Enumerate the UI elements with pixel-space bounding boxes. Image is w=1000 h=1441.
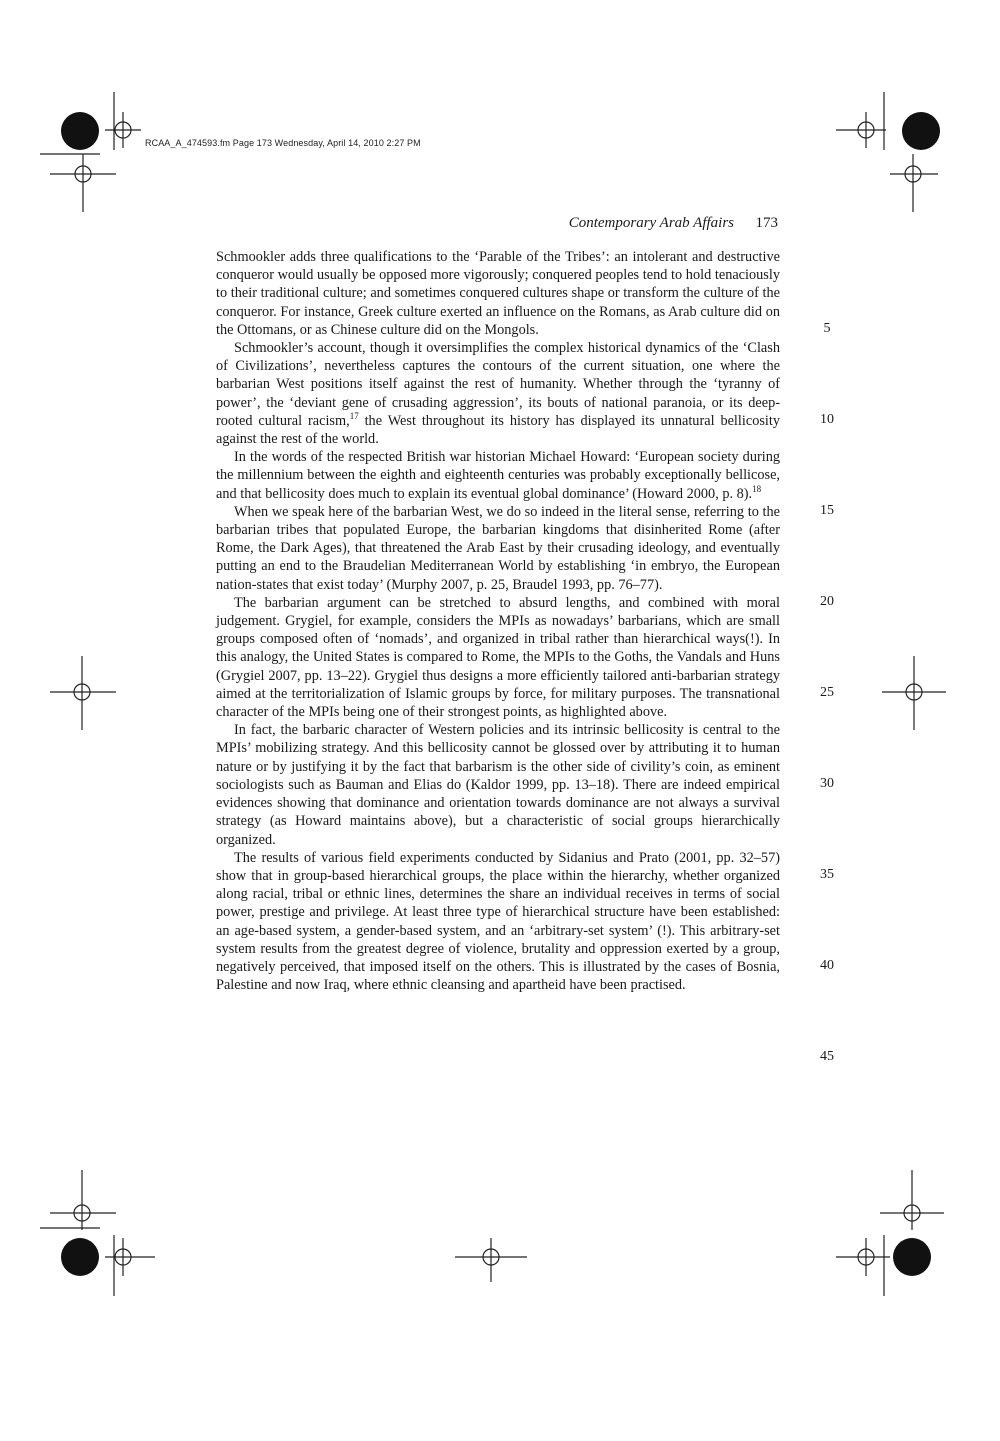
paragraph-text: When we speak here of the barbarian West, we do so indeed in the literal sense, referring to the barbarian tribes that populated Europe, the barbarian kingdoms that disinherited Rome (after Rome, the Dark Ages), that threatened the Arab East by their crusading ideology, and eventually putting an end to the Braudelian Mediterranean World by establishing ‘in embryo, the European nation-states that exist today’ (Murphy 2007, p. 25, Braudel 1993, pp. 76–77). (216, 503, 780, 593)
paragraph (216, 721, 780, 848)
page-number: 173 (755, 215, 778, 231)
running-head (440, 215, 778, 235)
paragraph-text: The results of various field experiments conducted by Sidanius and Prato (2001, pp. 32–57) show that in group-based hierarchical groups, the place within the hierarchy, whether organized along racial, tribal or ethnic lines, determines the share an individual receives in terms of social power, prestige and privilege. At least three type of hierarchical structure have been established: an age-based system, a gender-based system, and an ‘arbitrary-set system’ (!). This arbitrary-set system results from the greatest degree of violence, brutality and oppression exerted by a group, negatively perceived, that imposed itself on the others. This is illustrated by the cases of Bosnia, Palestine and now Iraq, where ethnic cleansing and apartheid have been practised. (216, 849, 780, 994)
footnote-ref: 18 (752, 483, 762, 494)
journal-title: Contemporary Arab Affairs (568, 215, 734, 231)
footnote-ref: 17 (349, 411, 359, 422)
paragraph (216, 339, 780, 448)
paragraph (216, 248, 780, 339)
line-number: 15 (820, 502, 834, 518)
print-slug: RCAA_A_474593.fm Page 173 Wednesday, April 14, 2010 2:27 PM (145, 138, 421, 148)
paragraph (216, 503, 780, 594)
body-text (216, 248, 780, 994)
line-number: 45 (820, 1048, 834, 1064)
paragraph-text: Schmookler adds three qualifications to the ‘Parable of the Tribes’: an intolerant and destructive conqueror would usually be opposed more vigorously; conquered peoples tend to hold tenaciously to their traditional culture; and sometimes conquered cultures shape or transform the culture of the conqueror. For instance, Greek culture exerted an influence on the Romans, as Arab culture did on the Ottomans, or as Chinese culture did on the Mongols. (216, 249, 780, 338)
paragraph-text: the West throughout its history has displayed its unnatural bellicosity against the rest of the world. (216, 412, 781, 448)
paragraph-text: In the words of the respected British war historian Michael Howard: ‘European society during the millennium between the eighth and eighteenth centuries was probably exceptionally bellicose, and that bellicosity does much to explain its eventual global dominance’ (Howard 2000, p. 8). (216, 449, 780, 502)
line-number: 40 (820, 957, 834, 973)
paragraph-text: Schmookler’s account, though it oversimplifies the complex historical dynamics of the ‘Clash of Civilizations’, nevertheless captures the contours of the current situation, one where the barbarian West positions itself against the rest of humanity. Whether through the ‘tyranny of power’, the ‘deviant gene of crusading aggression’, its bouts of national paranoia, or its deep-rooted cultural racism, (216, 340, 780, 429)
line-number: 10 (820, 411, 834, 427)
line-number: 25 (820, 684, 834, 700)
paragraph (216, 849, 780, 995)
line-number: 5 (823, 320, 831, 336)
paragraph-text: In fact, the barbaric character of Western policies and its intrinsic bellicosity is central to the MPIs’ mobilizing strategy. And this bellicosity cannot be glossed over by attributing it to human nature or by justifying it by the fact that barbarism is the other side of civility’s coin, as eminent sociologists such as Bauman and Elias do (Kaldor 1999, pp. 13–18). There are indeed empirical evidences showing that dominance and orientation towards dominance are not always a survival strategy (as Howard maintains above), but a characteristic of social groups hierarchically organized. (216, 722, 780, 848)
paragraph (216, 448, 780, 503)
paragraph (216, 594, 780, 721)
line-number: 35 (820, 866, 834, 882)
paragraph-text: The barbarian argument can be stretched to absurd lengths, and combined with moral judgement. Grygiel, for example, considers the MPIs as nowadays’ barbarians, which are small groups composed often of ‘nomads’, and organized in tribal rather than hierarchical ways(!). In this analogy, the United States is compared to Rome, the MPIs to the Goths, the Vandals and Huns (Grygiel 2007, pp. 13–22). Grygiel thus designs a more efficiently tailored anti-barbarian strategy aimed at the territorialization of Islamic groups by force, for military purposes. The transnational character of the MPIs being one of their strongest points, as highlighted above. (216, 594, 780, 721)
line-number: 30 (820, 775, 834, 791)
line-number: 20 (820, 593, 834, 609)
